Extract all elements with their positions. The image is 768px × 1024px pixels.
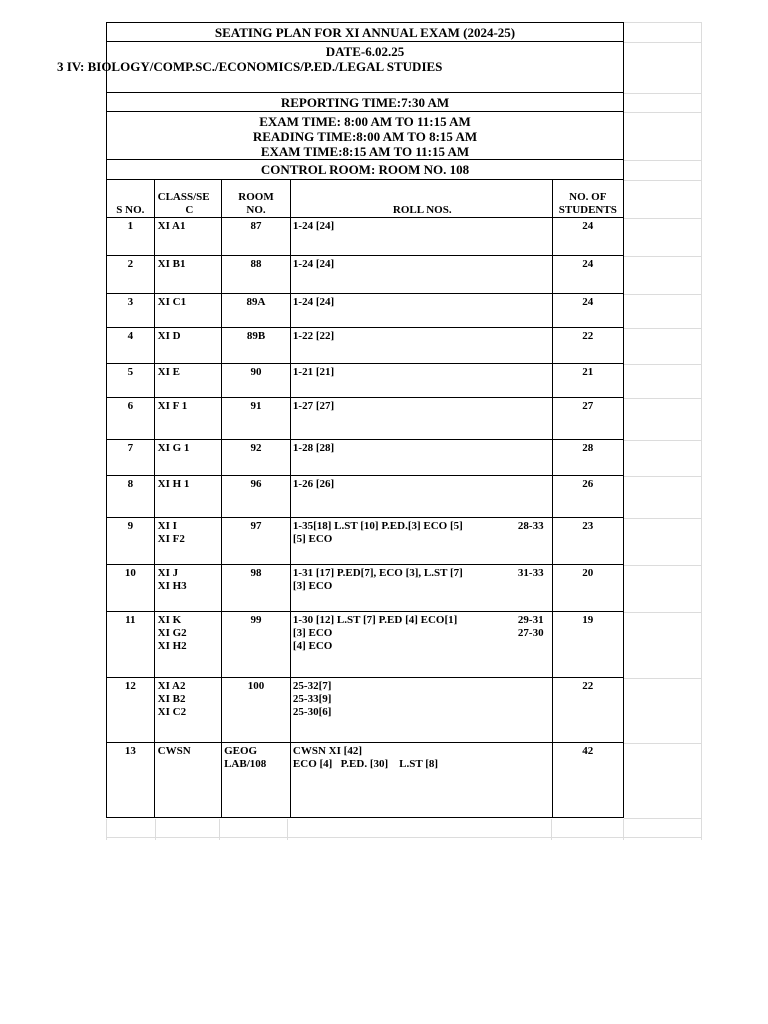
table-row: 4 XI D 89B 1-22 [22] 22	[107, 328, 624, 364]
table-row: 2 XI B1 88 1-24 [24] 24	[107, 256, 624, 294]
col-room: ROOM NO.	[222, 180, 291, 218]
reporting-time: REPORTING TIME:7:30 AM	[280, 95, 450, 110]
exam-date: DATE-6.02.25	[325, 44, 405, 59]
control-room-row	[106, 159, 624, 180]
date-row	[57, 41, 624, 93]
col-students: NO. OF STUDENTS	[552, 180, 623, 218]
col-roll: ROLL NOS.	[290, 180, 552, 218]
table-header-row	[107, 180, 624, 218]
table-row: 7 XI G 1 92 1-28 [28] 28	[107, 440, 624, 476]
col-class: CLASS/SE C	[154, 180, 221, 218]
seating-plan-sheet	[57, 22, 624, 819]
reading-time: READING TIME:8:00 AM TO 8:15 AM	[252, 129, 478, 144]
table-row: 9 XI I XI F2 97 1-35[18] L.ST [10] P.ED.[3] ECO [5] 28-33 [5] ECO 23	[107, 518, 624, 565]
timing-row	[106, 111, 624, 160]
table-row: 8 XI H 1 96 1-26 [26] 26	[107, 476, 624, 518]
table-row: 10 XI J XI H3 98 1-31 [17] P.ED[7], ECO [3], L.ST [7] 31-33 [3] ECO 20	[107, 565, 624, 612]
table-row: 11 XI K XI G2 XI H2 99 1-30 [12] L.ST [7] P.ED [4] ECO[1] 29-31 [3] ECO 27-30 [4] ECO 19	[107, 612, 624, 678]
table-row: 12 XI A2 XI B2 XI C2 100 25-32[7] 25-33[9] 25-30[6] 22	[107, 678, 624, 743]
reporting-row	[106, 92, 624, 112]
table-row: 6 XI F 1 91 1-27 [27] 27	[107, 398, 624, 440]
table-row: 13 CWSN GEOG LAB/108 CWSN XI [42] ECO [4] P.ED. [30] L.ST [8] 42	[107, 743, 624, 818]
exam-time-total: EXAM TIME: 8:00 AM TO 11:15 AM	[259, 114, 471, 129]
control-room: CONTROL ROOM: ROOM NO. 108	[260, 162, 470, 177]
seating-table	[106, 179, 624, 818]
col-sno: S NO.	[107, 180, 155, 218]
title-row	[106, 22, 624, 42]
exam-time: EXAM TIME:8:15 AM TO 11:15 AM	[260, 144, 470, 159]
table-row: 3 XI C1 89A 1-24 [24] 24	[107, 294, 624, 328]
table-row: 5 XI E 90 1-21 [21] 21	[107, 364, 624, 398]
subject-group: 3 IV: BIOLOGY/COMP.SC./ECONOMICS/P.ED./LEGAL STUDIES	[57, 59, 443, 74]
page-title: SEATING PLAN FOR XI ANNUAL EXAM (2024-25)	[214, 25, 516, 40]
table-row: 1 XI A1 87 1-24 [24] 24	[107, 218, 624, 256]
